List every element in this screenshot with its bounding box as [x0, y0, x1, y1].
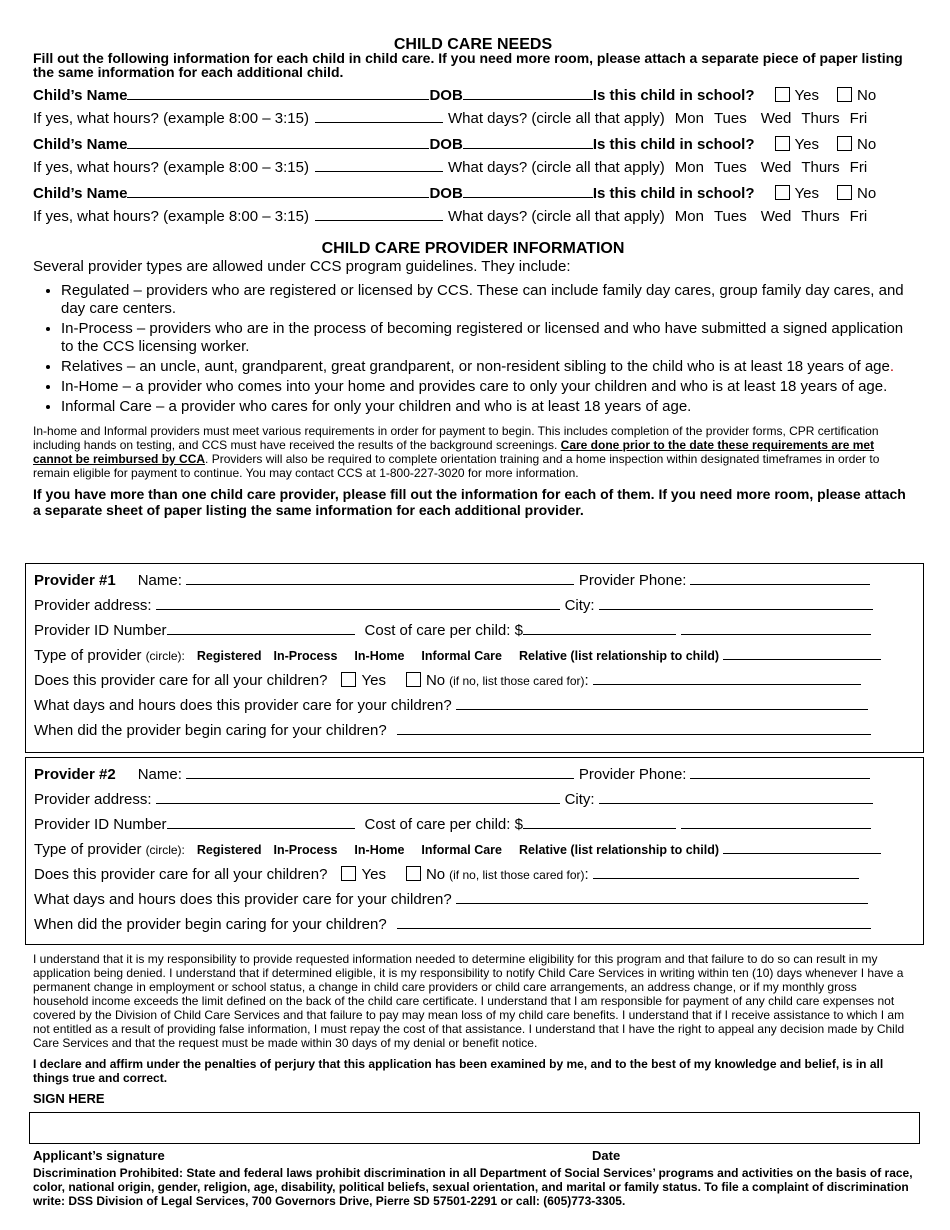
child-needs-intro: Fill out the following information for each child in child care. If you need more room, please attach a separate piece of paper listing the same information for each additional child.	[33, 50, 903, 80]
provider-days-hours-row	[34, 695, 923, 720]
list-item-period: .	[889, 358, 895, 375]
provider-requirements	[33, 424, 913, 480]
dob-label: DOB	[429, 87, 463, 104]
provider-1-section	[25, 563, 924, 753]
city-label: City:	[564, 597, 595, 614]
requirements-emphasis: Care done prior to the date these requirements are met cannot be reimbursed by CCA	[33, 438, 875, 466]
no-label: No	[856, 87, 877, 104]
provider-address-field[interactable]	[156, 789, 560, 804]
provider-address-field[interactable]	[156, 595, 560, 610]
type-informal-care[interactable]: Informal Care	[421, 649, 503, 663]
no-label: No	[856, 136, 877, 153]
days-hours-field[interactable]	[456, 695, 868, 710]
days-options	[665, 110, 867, 127]
all-children-no-checkbox[interactable]	[406, 672, 421, 687]
cost-extra-field[interactable]	[681, 814, 871, 829]
type-registered[interactable]: Registered	[196, 843, 262, 857]
provider-phone-field[interactable]	[690, 570, 870, 585]
day-tues[interactable]: Tues	[713, 159, 747, 176]
dob-field[interactable]	[463, 85, 593, 100]
provider-phone-field[interactable]	[690, 764, 870, 779]
type-relative[interactable]: Relative (list relationship to child)	[519, 649, 720, 663]
phone-label: Provider Phone:	[578, 766, 687, 783]
provider-city-field[interactable]	[599, 789, 873, 804]
yes-label: Yes	[794, 185, 819, 202]
child-hours-row-2	[33, 157, 913, 181]
days-options	[665, 208, 867, 225]
cost-field[interactable]	[523, 814, 676, 829]
type-in-process[interactable]: In-Process	[273, 649, 338, 663]
child-hours-row-3	[33, 206, 913, 230]
legal-section	[33, 952, 915, 1106]
all-children-yes-checkbox[interactable]	[341, 672, 356, 687]
day-tues[interactable]: Tues	[713, 208, 747, 225]
school-no-checkbox[interactable]	[837, 185, 852, 200]
all-children-yes-checkbox[interactable]	[341, 866, 356, 881]
child-hours-row-1	[33, 108, 913, 132]
child-name-label: Child’s Name	[33, 136, 128, 153]
list-item: • Regulated – providers who are registered or licensed by CCS. These can include family day cares, group family day cares, and day care centers.	[61, 282, 913, 318]
cost-label: Cost of care per child: $	[364, 622, 523, 639]
type-in-home[interactable]: In-Home	[354, 843, 405, 857]
children-cared-for-field[interactable]	[593, 670, 861, 685]
provider-city-field[interactable]	[599, 595, 873, 610]
provider-id-field[interactable]	[167, 620, 355, 635]
type-label: Type of provider	[34, 841, 142, 858]
provider-name-field[interactable]	[186, 764, 574, 779]
child-row-1	[33, 85, 913, 108]
provider-address-row	[34, 789, 923, 814]
provider-type-row	[34, 839, 923, 864]
circle-label: (circle):	[145, 649, 185, 663]
child-needs-title: CHILD CARE NEEDS	[393, 36, 553, 53]
perjury-declaration: I declare and affirm under the penalties of perjury that this application has been examined by me, and to the best of my knowledge and belief, is in all things true and correct.	[33, 1057, 884, 1085]
dob-label: DOB	[429, 185, 463, 202]
day-wed[interactable]: Wed	[760, 159, 792, 176]
dob-field[interactable]	[463, 134, 593, 149]
provider-all-children-row	[34, 864, 923, 889]
provider-id-field[interactable]	[167, 814, 355, 829]
yes-label: Yes	[361, 672, 386, 689]
days-label: What days? (circle all that apply)	[447, 110, 665, 127]
school-no-checkbox[interactable]	[837, 87, 852, 102]
begin-label: When did the provider begin caring for your children?	[34, 916, 387, 933]
child-row-2	[33, 134, 913, 157]
list-item: • In-Home – a provider who comes into your home and provides care to only your children and who is at least 18 years of age.	[61, 378, 913, 396]
list-item	[61, 358, 913, 376]
school-yes-checkbox[interactable]	[775, 87, 790, 102]
day-thurs[interactable]: Thurs	[801, 208, 840, 225]
provider-days-hours-row	[34, 889, 923, 914]
name-label: Name:	[137, 572, 182, 589]
begin-date-field[interactable]	[397, 720, 871, 735]
hours-field[interactable]	[315, 206, 443, 221]
day-fri[interactable]: Fri	[849, 208, 868, 225]
child-name-field[interactable]	[127, 183, 429, 198]
sign-here-label: SIGN HERE	[33, 1091, 105, 1106]
if-no-note: (if no, list those cared for)	[449, 674, 585, 688]
signature-labels	[33, 1148, 913, 1163]
type-registered[interactable]: Registered	[196, 649, 262, 663]
yes-label: Yes	[361, 866, 386, 883]
child-name-field[interactable]	[127, 85, 429, 100]
list-item: • In-Process – providers who are in the process of becoming registered or licensed and who have submitted a signed application to the CCS licensing worker.	[61, 320, 913, 356]
day-wed[interactable]: Wed	[760, 110, 792, 127]
child-name-label: Child’s Name	[33, 185, 128, 202]
list-item-text: Relatives – an uncle, aunt, grandparent, great grandparent, or non-resident sibling to the child who is at least 18 years of age	[61, 358, 890, 375]
provider-types-list	[33, 282, 913, 416]
no-label: No	[425, 672, 446, 689]
phone-label: Provider Phone:	[578, 572, 687, 589]
day-fri[interactable]: Fri	[849, 110, 868, 127]
relationship-field[interactable]	[723, 645, 881, 660]
hours-label: If yes, what hours? (example 8:00 – 3:15)	[33, 208, 309, 225]
child-name-label: Child’s Name	[33, 87, 128, 104]
provider-name-row	[34, 570, 923, 595]
children-cared-for-field[interactable]	[593, 864, 859, 879]
circle-label: (circle):	[145, 843, 185, 857]
provider-name-field[interactable]	[186, 570, 574, 585]
day-wed[interactable]: Wed	[760, 208, 792, 225]
requirements-text: In-home and Informal providers must meet various requirements in order for payment to begin. This includes completion of the provider forms, CPR certification including hands on testing, and CCS must have received the results of the background screenings.	[33, 424, 879, 452]
hours-field[interactable]	[315, 157, 443, 172]
applicant-signature-label: Applicant’s signature	[33, 1148, 165, 1163]
name-label: Name:	[137, 766, 182, 783]
type-relative[interactable]: Relative (list relationship to child)	[519, 843, 720, 857]
provider-info-title: CHILD CARE PROVIDER INFORMATION	[321, 240, 625, 257]
all-children-no-checkbox[interactable]	[406, 866, 421, 881]
provider-begin-row	[34, 914, 923, 939]
school-question: Is this child in school?	[592, 185, 755, 202]
responsibility-statement: I understand that it is my responsibility to provide requested information needed to determine eligibility for this program and that failure to do so can result in my application being denied. I understand that if determined eligible, it is my responsibility to notify Child Care Services in writing within ten (10) days whenever I have a permanent change in employment or school status, a change in child care providers or child care arrangements, an address change, or if my monthly gross household income exceeds the limit defined on the back of the child care certificate. I understand that I am responsible for payment of any child care expenses not covered by the Division of Child Care Services and that failure to pay may mean loss of my child care benefits. I understand that if I receive assistance to which I am not entitled as a result of providing false information, I must repay the cost of that assistance. I understand that I have the right to appeal any decision made by Child Care Services and that the request must be made within 30 days of my denial or benefit notice.	[33, 952, 905, 1050]
list-item: • Informal Care – a provider who cares for only your children and who is at least 18 years of age.	[61, 398, 913, 416]
begin-label: When did the provider begin caring for your children?	[34, 722, 387, 739]
provider-name-row	[34, 764, 923, 789]
requirements-text-2: . Providers will also be required to complete orientation training and a home inspection within designated timeframes in order to remain eligible for payment to continue. You may contact CCS at 1-800-227-3020 for more information.	[33, 452, 880, 480]
provider-begin-row	[34, 720, 923, 745]
days-hours-label: What days and hours does this provider care for your children?	[34, 891, 452, 908]
yes-label: Yes	[794, 87, 819, 104]
cost-extra-field[interactable]	[681, 620, 871, 635]
provider-label: Provider #1	[34, 572, 116, 589]
school-yes-checkbox[interactable]	[775, 136, 790, 151]
type-in-home[interactable]: In-Home	[354, 649, 405, 663]
provider-all-children-row	[34, 670, 923, 695]
signature-field[interactable]	[29, 1112, 920, 1144]
school-question: Is this child in school?	[592, 136, 755, 153]
address-label: Provider address:	[34, 791, 152, 808]
provider-id-row	[34, 620, 923, 645]
provider-2-section	[25, 757, 924, 945]
multi-provider-note: If you have more than one child care provider, please fill out the information for each of them. If you need more room, please attach a separate sheet of paper listing the same information for each additional provider.	[33, 486, 906, 518]
days-label: What days? (circle all that apply)	[447, 159, 665, 176]
begin-date-field[interactable]	[397, 914, 871, 929]
date-label: Date	[592, 1148, 621, 1163]
if-no-colon: :	[584, 866, 589, 883]
days-hours-label: What days and hours does this provider care for your children?	[34, 697, 452, 714]
day-thurs[interactable]: Thurs	[801, 159, 840, 176]
provider-type-row	[34, 645, 923, 670]
days-label: What days? (circle all that apply)	[447, 208, 665, 225]
day-mon[interactable]: Mon	[674, 208, 704, 225]
dob-label: DOB	[429, 136, 463, 153]
provider-id-label: Provider ID Number	[34, 622, 167, 639]
provider-id-label: Provider ID Number	[34, 816, 167, 833]
form-page	[33, 36, 913, 518]
days-options	[665, 159, 867, 176]
provider-label: Provider #2	[34, 766, 116, 783]
cost-field[interactable]	[523, 620, 676, 635]
days-hours-field[interactable]	[456, 889, 868, 904]
discrimination-notice: Discrimination Prohibited: State and federal laws prohibit discrimination in all Department of Social Services’ programs and activities on the basis of race, color, national origin, gender, religion, age, disability, political beliefs, sexual orientation, and marital or family status. To file a complaint of discrimination write: DSS Division of Legal Services, 700 Governors Drive, Pierre SD 57501-2291 or call: (605)773-3305.	[33, 1166, 913, 1208]
provider-address-row	[34, 595, 923, 620]
type-informal-care[interactable]: Informal Care	[421, 843, 503, 857]
if-no-colon: :	[584, 672, 589, 689]
type-in-process[interactable]: In-Process	[273, 843, 338, 857]
hours-label: If yes, what hours? (example 8:00 – 3:15)	[33, 159, 309, 176]
all-children-question: Does this provider care for all your children?	[34, 672, 328, 689]
type-label: Type of provider	[34, 647, 142, 664]
hours-field[interactable]	[315, 108, 443, 123]
provider-info-intro: Several provider types are allowed under CCS program guidelines. They include:	[33, 258, 571, 275]
cost-label: Cost of care per child: $	[364, 816, 523, 833]
if-no-note: (if no, list those cared for)	[449, 868, 585, 882]
day-thurs[interactable]: Thurs	[801, 110, 840, 127]
dob-field[interactable]	[463, 183, 593, 198]
relationship-field[interactable]	[723, 839, 881, 854]
address-label: Provider address:	[34, 597, 152, 614]
no-label: No	[856, 185, 877, 202]
day-mon[interactable]: Mon	[674, 159, 704, 176]
yes-label: Yes	[794, 136, 819, 153]
provider-id-row	[34, 814, 923, 839]
city-label: City:	[564, 791, 595, 808]
child-name-field[interactable]	[127, 134, 429, 149]
day-tues[interactable]: Tues	[713, 110, 747, 127]
school-yes-checkbox[interactable]	[775, 185, 790, 200]
all-children-question: Does this provider care for all your children?	[34, 866, 328, 883]
day-fri[interactable]: Fri	[849, 159, 868, 176]
hours-label: If yes, what hours? (example 8:00 – 3:15)	[33, 110, 309, 127]
school-no-checkbox[interactable]	[837, 136, 852, 151]
no-label: No	[425, 866, 446, 883]
school-question: Is this child in school?	[592, 87, 755, 104]
child-row-3	[33, 183, 913, 206]
day-mon[interactable]: Mon	[674, 110, 704, 127]
